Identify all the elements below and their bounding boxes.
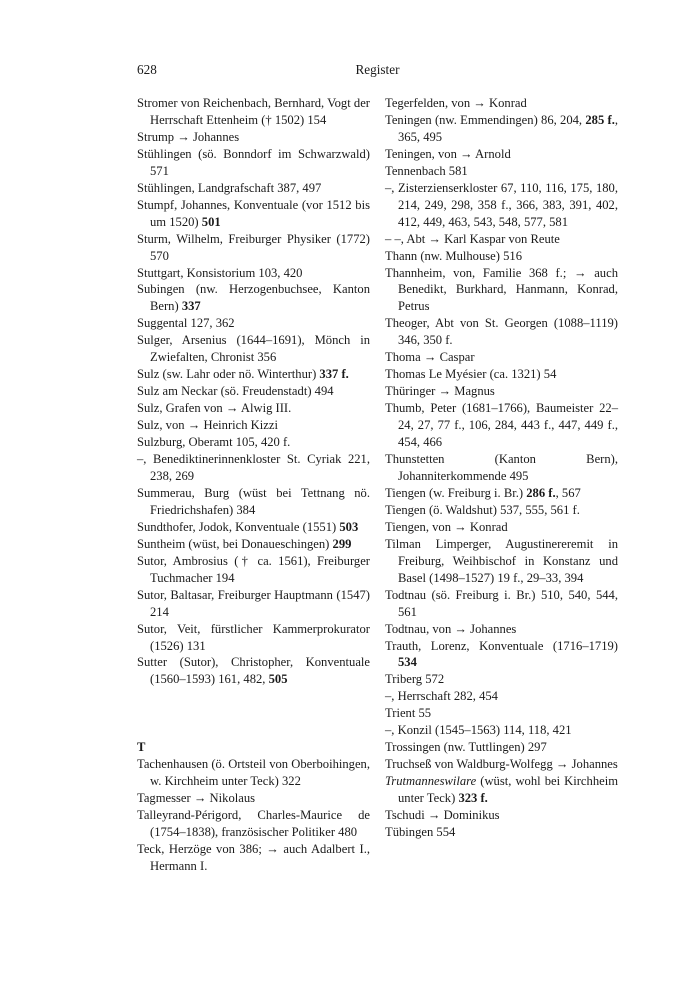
entry-text: Sturm, Wilhelm, Freiburger Physiker (1772) 570: [137, 231, 370, 263]
index-entry: [137, 315, 370, 332]
entry-italic-term: Trutmanneswilare: [385, 774, 477, 789]
index-column-right: [385, 95, 618, 841]
index-entry: [137, 451, 370, 485]
entry-bold-ref: 286 f.: [526, 485, 556, 500]
entry-bold-ref: 323 f.: [458, 791, 488, 806]
index-entry: [137, 587, 370, 621]
index-entry: [385, 824, 618, 841]
index-entry: [137, 197, 370, 231]
index-entry: [385, 180, 618, 231]
entry-text: Stuttgart, Konsistorium 103, 420: [137, 265, 303, 280]
index-entry: [137, 621, 370, 655]
entry-bold-ref: 299: [332, 536, 352, 551]
entry-text: Tübingen 554: [385, 824, 456, 839]
page-header: [137, 62, 618, 80]
entry-text: Thunstetten (Kanton Bern), Johanniterkommende 495: [385, 452, 618, 483]
index-entry: [137, 400, 370, 417]
index-section-s: [137, 95, 370, 688]
index-entry: [385, 112, 618, 146]
entry-text: (wüst, wohl bei Kirchheim unter Teck): [398, 774, 618, 806]
entry-text: Thannheim, von, Familie 368 f.; → auch Benedikt, Burkhard, Hanmann, Konrad, Petrus: [385, 265, 618, 314]
index-entry: [137, 756, 370, 790]
entry-text: Sutor, Ambrosius († ca. 1561), Freiburger Tuchmacher 194: [137, 553, 370, 585]
index-entry: [385, 773, 618, 807]
index-entry: [385, 705, 618, 722]
index-entry: [137, 807, 370, 841]
entry-text: Sundthofer, Jodok, Konventuale (1551): [137, 519, 340, 534]
entry-text: Trossingen (nw. Tuttlingen) 297: [385, 740, 547, 755]
section-gap: [137, 688, 370, 739]
entry-text: Tiengen (ö. Waldshut) 537, 555, 561 f.: [385, 502, 580, 517]
entry-text: Sulz (sw. Lahr oder nö. Winterthur): [137, 367, 320, 382]
entry-text: Subingen (nw. Herzogenbuchsee, Kanton Bern): [137, 282, 370, 314]
index-entry: [385, 587, 618, 621]
index-entry: [137, 485, 370, 519]
index-entry: [137, 281, 370, 315]
entry-text: Stühlingen (sö. Bonndorf im Schwarzwald) 571: [137, 146, 370, 178]
entry-bold-ref: 285 f.: [585, 112, 615, 127]
page-number: 628: [137, 62, 157, 77]
index-entry: [385, 536, 618, 587]
index-entry: [137, 417, 370, 434]
index-entry: [385, 383, 618, 400]
entry-text: Todtnau, von → Johannes: [385, 621, 517, 636]
index-entry: [137, 146, 370, 180]
entry-text: Teningen, von → Arnold: [385, 146, 511, 161]
entry-text: Sulger, Arsenius (1644–1691), Mönch in Zwiefalten, Chronist 356: [137, 333, 370, 365]
entry-text: Todtnau (sö. Freiburg i. Br.) 510, 540, 544, 561: [385, 587, 618, 619]
entry-bold-ref: 501: [201, 214, 221, 229]
entry-text: Sutor, Baltasar, Freiburger Hauptmann (1547) 214: [137, 587, 370, 619]
entry-text: Suntheim (wüst, bei Donaueschingen): [137, 536, 333, 551]
index-entry: [385, 349, 618, 366]
entry-text: Trauth, Lorenz, Konventuale (1716–1719): [385, 638, 618, 653]
entry-text: Sutter (Sutor), Christopher, Konventuale (1560–1593) 161, 482,: [137, 655, 370, 687]
index-entry: [385, 265, 618, 316]
index-section-t: [137, 756, 370, 875]
index-entry: [137, 95, 370, 129]
section-letter: T: [137, 740, 146, 755]
entry-text: Trient 55: [385, 706, 432, 721]
entry-text: Tachenhausen (ö. Ortsteil von Oberboihingen, w. Kirchheim unter Teck) 322: [137, 757, 370, 789]
entry-text: Stumpf, Johannes, Konventuale (vor 1512 bis um 1520): [137, 197, 370, 229]
entry-text: Theoger, Abt von St. Georgen (1088–1119) 346, 350 f.: [385, 316, 618, 348]
entry-text: Sulz, von → Heinrich Kizzi: [137, 418, 278, 433]
index-entry: [137, 434, 370, 451]
index-entry: [385, 146, 618, 163]
index-entry: [385, 400, 618, 451]
index-entry: [385, 315, 618, 349]
index-entry: [385, 231, 618, 248]
index-entry: [137, 536, 370, 553]
index-entry: [137, 180, 370, 197]
entry-text: Tagmesser → Nikolaus: [137, 791, 256, 806]
entry-text: Tilman Limperger, Augustinereremit in Freiburg, Weihbischof in Konstanz und Basel (1498–1527) 19 f., 29–33, 394: [385, 536, 618, 585]
entry-bold-ref: 505: [268, 672, 288, 687]
index-entry: [385, 519, 618, 536]
entry-text: Sulzburg, Oberamt 105, 420 f.: [137, 435, 291, 450]
entry-text: –, Konzil (1545–1563) 114, 118, 421: [385, 723, 572, 738]
entry-text: – –, Abt → Karl Kaspar von Reute: [385, 231, 560, 246]
entry-text: Tiengen, von → Konrad: [385, 519, 508, 534]
entry-text: Thoma → Caspar: [385, 350, 475, 365]
index-entry: [385, 485, 618, 502]
entry-text: Teningen (nw. Emmendingen) 86, 204,: [385, 112, 586, 127]
index-entry: [137, 841, 370, 875]
index-entry: [137, 265, 370, 282]
entry-text: Sulz am Neckar (sö. Freudenstadt) 494: [137, 384, 334, 399]
entry-text: –, Herrschaft 282, 454: [385, 689, 498, 704]
index-entry: [137, 366, 370, 383]
index-entry: [385, 502, 618, 519]
entry-text: Truchseß von Waldburg-Wolfegg → Johannes: [385, 757, 618, 772]
entry-text: , 365, 495: [398, 112, 618, 144]
index-entry: [385, 671, 618, 688]
entry-bold-ref: 534: [398, 655, 417, 670]
entry-text: –, Zisterzienserkloster 67, 110, 116, 175, 180, 214, 249, 298, 358 f., 366, 383, 391, 402, 412, 449, 463, 543, 548, 577, 581: [385, 180, 618, 229]
entry-text: Thüringer → Magnus: [385, 384, 495, 399]
index-entry: [137, 519, 370, 536]
entry-text: –, Benediktinerinnenkloster St. Cyriak 221, 238, 269: [137, 452, 370, 483]
index-entry: [385, 163, 618, 180]
index-entry: [137, 553, 370, 587]
entry-text: Talleyrand-Périgord, Charles-Maurice de (1754–1838), französischer Politiker 480: [137, 808, 370, 840]
entry-text: , 567: [555, 485, 581, 500]
entry-text: Sulz, Grafen von → Alwig III.: [137, 401, 292, 416]
entry-text: Suggental 127, 362: [137, 316, 235, 331]
entry-text: Teck, Herzöge von 386; → auch Adalbert I., Hermann I.: [137, 842, 370, 874]
index-entry: [137, 129, 370, 146]
index-entry: [385, 248, 618, 265]
index-entry: [385, 451, 618, 485]
index-entry: [137, 231, 370, 265]
entry-text: Tschudi → Dominikus: [385, 808, 500, 823]
entry-text: Sutor, Veit, fürstlicher Kammerprokurator (1526) 131: [137, 621, 370, 653]
index-entry: [385, 621, 618, 638]
index-entry: [137, 790, 370, 807]
entry-bold-ref: 337: [181, 299, 201, 314]
running-head: Register: [355, 62, 400, 77]
index-section-t-continued: [385, 95, 618, 841]
entry-bold-ref: 503: [339, 519, 359, 534]
index-entry: [385, 807, 618, 824]
index-entry: [385, 739, 618, 756]
index-entry: [385, 95, 618, 112]
index-entry: [137, 383, 370, 400]
entry-text: Summerau, Burg (wüst bei Tettnang nö. Friedrichshafen) 384: [137, 485, 370, 517]
entry-text: Thann (nw. Mulhouse) 516: [385, 248, 522, 263]
entry-text: Tiengen (w. Freiburg i. Br.): [385, 485, 527, 500]
entry-text: Tennenbach 581: [385, 163, 468, 178]
index-entry: [385, 688, 618, 705]
index-entry: [137, 332, 370, 366]
entry-text: Strump → Johannes: [137, 129, 240, 144]
entry-bold-ref: 337 f.: [319, 367, 349, 382]
index-entry: [385, 638, 618, 672]
index-column-left: [137, 95, 370, 875]
entry-text: Tegerfelden, von → Konrad: [385, 96, 527, 110]
entry-text: Stromer von Reichenbach, Bernhard, Vogt der Herrschaft Ettenheim († 1502) 154: [137, 96, 370, 127]
index-entry: [137, 654, 370, 688]
entry-text: Stühlingen, Landgrafschaft 387, 497: [137, 180, 322, 195]
index-entry: [385, 722, 618, 739]
index-entry: [385, 366, 618, 383]
entry-text: Triberg 572: [385, 672, 445, 687]
entry-text: Thumb, Peter (1681–1766), Baumeister 22–24, 27, 77 f., 106, 284, 443 f., 447, 449 f., 454, 466: [385, 401, 618, 450]
entry-text: Thomas Le Myésier (ca. 1321) 54: [385, 367, 557, 382]
index-entry: [385, 756, 618, 773]
